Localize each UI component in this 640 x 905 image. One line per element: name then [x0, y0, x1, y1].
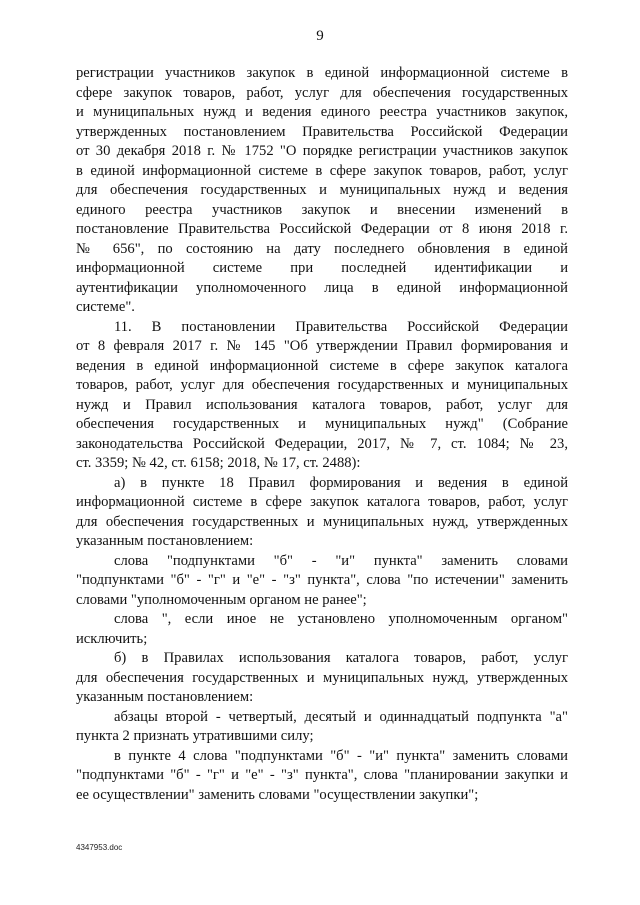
text-line: обеспечения государственных и муниципальных нужд" (Собрание	[76, 416, 568, 432]
text-line: системе".	[76, 299, 135, 315]
text-line: утвержденных постановлением Правительства Российской Федерации	[76, 123, 568, 140]
text-line: и муниципальных нужд и ведения единого реестра участников закупок,	[76, 104, 568, 120]
text-line: б) в Правилах использования каталога товаров, работ, услуг	[114, 650, 568, 666]
text-line: сфере закупок товаров, работ, услуг для обеспечения государственных	[76, 84, 568, 101]
text-line: "подпунктами "б" - "г" и "е" - "з" пункта", слова "планировании закупки и	[76, 767, 568, 783]
text-line: от 30 декабря 2018 г. № 1752 "О порядке регистрации участников закупок	[76, 143, 568, 159]
text-line: законодательства Российской Федерации, 2017, № 7, ст. 1084; № 23,	[76, 435, 568, 452]
text-line: ведения в единой информационной системе в сфере закупок каталога	[76, 357, 568, 374]
text-line: единого реестра участников закупок и внесении изменений в	[76, 201, 568, 218]
text-line: информационной системе в сфере закупок каталога товаров, работ, услуг	[76, 494, 568, 510]
text-line: указанным постановлением:	[76, 533, 254, 549]
text-line: информационной системе при последней идентификации и	[76, 260, 568, 276]
text-line: товаров, работ, услуг для обеспечения государственных и муниципальных	[76, 377, 568, 393]
text-line: нужд и Правил использования каталога товаров, работ, услуг для	[76, 396, 568, 413]
text-line: исключить;	[76, 630, 148, 647]
text-line: постановление Правительства Российской Федерации от 8 июня 2018 г.	[76, 221, 568, 237]
document-body	[76, 64, 568, 805]
text-line: абзацы второй - четвертый, десятый и одиннадцатый подпункта "а"	[114, 708, 568, 725]
text-line: 11. В постановлении Правительства Российской Федерации	[114, 318, 568, 335]
text-line: регистрации участников закупок в единой информационной системе в	[76, 65, 568, 81]
text-line: "подпунктами "б" - "г" и "е" - "з" пункта", слова "по истечении" заменить	[76, 572, 568, 588]
text-line: ее осуществлении" заменить словами "осуществлении закупки";	[76, 786, 479, 803]
text-line: а) в пункте 18 Правил формирования и ведения в единой	[114, 474, 568, 491]
text-line: в единой информационной системе в сфере закупок товаров, работ, услуг	[76, 162, 568, 179]
text-line: указанным постановлением:	[76, 689, 254, 705]
page-number: 9	[316, 28, 324, 44]
text-line: для обеспечения государственных и муниципальных нужд и ведения	[76, 182, 568, 198]
text-line: в пункте 4 слова "подпунктами "б" - "и" пункта" заменить словами	[114, 747, 568, 764]
text-line: словами "уполномоченным органом не ранее";	[76, 591, 367, 608]
text-line: пункта 2 признать утратившими силу;	[76, 728, 314, 744]
text-line: для обеспечения государственных и муниципальных нужд, утвержденных	[76, 669, 568, 686]
footer-filename: 4347953.doc	[76, 843, 123, 852]
text-line: слова "подпунктами "б" - "и" пункта" заменить словами	[114, 552, 568, 569]
text-line: для обеспечения государственных и муниципальных нужд, утвержденных	[76, 513, 568, 530]
text-line: от 8 февраля 2017 г. № 145 "Об утверждении Правил формирования и	[76, 338, 568, 354]
text-line: ст. 3359; № 42, ст. 6158; 2018, № 17, ст. 2488):	[76, 455, 361, 471]
text-line: № 656", по состоянию на дату последнего обновления в единой	[76, 240, 568, 257]
text-line: слова ", если иное не установлено уполномоченным органом"	[114, 611, 568, 627]
text-line: аутентификации уполномоченного лица в единой информационной	[76, 279, 568, 296]
